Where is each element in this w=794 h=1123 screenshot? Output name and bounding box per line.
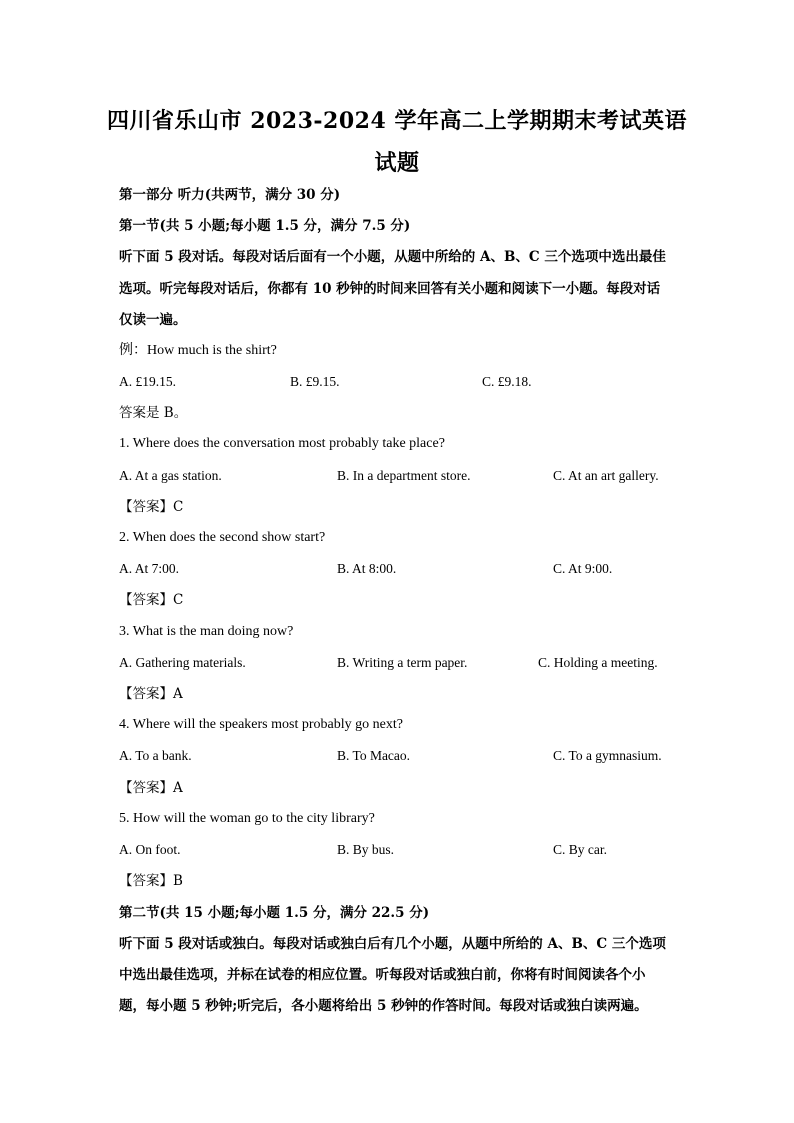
q3-option-b: B. Writing a term paper. — [337, 655, 468, 670]
example-option-c: C. £9.18. — [482, 374, 532, 389]
section2-heading: 第二节(共 15 小题;每小题 1.5 分，满分 22.5 分) — [119, 905, 430, 921]
page-title: 四川省乐山市 2023-2024 学年高二上学期期末考试英语 — [107, 108, 687, 134]
q5-answer: 【答案】B — [119, 873, 183, 889]
q5-option-b: B. By bus. — [337, 842, 395, 857]
q2-option-a: A. At 7:00. — [119, 561, 180, 576]
q1-option-a: A. At a gas station. — [119, 468, 222, 483]
example-option-b: B. £9.15. — [290, 374, 340, 389]
section1-instruction-line: 听下面 5 段对话。每段对话后面有一个小题，从题中所给的 A、B、C 三个选项中选出最佳 — [119, 249, 666, 265]
section1-heading: 第一节(共 5 小题;每小题 1.5 分，满分 7.5 分) — [119, 218, 411, 234]
example-option-a: A. £19.15. — [119, 374, 176, 389]
q3-option-a: A. Gathering materials. — [119, 655, 246, 670]
section1-instruction-line: 选项。听完每段对话后，你都有 10 秒钟的时间来回答有关小题和阅读下一小题。每段对话 — [119, 281, 661, 297]
example-question: 例：How much is the shirt? — [119, 343, 277, 358]
q1-answer: 【答案】C — [119, 499, 184, 515]
q2-answer: 【答案】C — [119, 592, 184, 608]
q4-answer: 【答案】A — [119, 780, 183, 796]
example-answer: 答案是 B。 — [119, 405, 188, 421]
question-2: 2. When does the second show start? — [119, 530, 326, 545]
section2-instruction-line: 听下面 5 段对话或独白。每段对话或独白后有几个小题，从题中所给的 A、B、C 三个选项 — [119, 936, 666, 952]
question-4: 4. Where will the speakers most probably go next? — [119, 717, 403, 732]
q3-option-c: C. Holding a meeting. — [538, 655, 658, 670]
q5-option-c: C. By car. — [553, 842, 607, 857]
q3-answer: 【答案】A — [119, 686, 183, 702]
question-5: 5. How will the woman go to the city library? — [119, 811, 375, 826]
q4-option-a: A. To a bank. — [119, 748, 192, 763]
section2-instruction-line: 题，每小题 5 秒钟;听完后，各小题将给出 5 秒钟的作答时间。每段对话或独白读两遍。 — [119, 998, 648, 1014]
q2-option-c: C. At 9:00. — [553, 561, 613, 576]
q2-option-b: B. At 8:00. — [337, 561, 397, 576]
section1-instruction-line: 仅读一遍。 — [119, 312, 187, 328]
part1-heading: 第一部分 听力(共两节，满分 30 分) — [119, 187, 341, 203]
page-title-continued: 试题 — [374, 150, 420, 176]
question-1: 1. Where does the conversation most probably take place? — [119, 436, 445, 451]
question-3: 3. What is the man doing now? — [119, 624, 294, 639]
q5-option-a: A. On foot. — [119, 842, 181, 857]
q4-option-c: C. To a gymnasium. — [553, 748, 662, 763]
q4-option-b: B. To Macao. — [337, 748, 411, 763]
q1-option-c: C. At an art gallery. — [553, 468, 659, 483]
q1-option-b: B. In a department store. — [337, 468, 471, 483]
section2-instruction-line: 中选出最佳选项，并标在试卷的相应位置。听每段对话或独白前，你将有时间阅读各个小 — [119, 967, 646, 983]
